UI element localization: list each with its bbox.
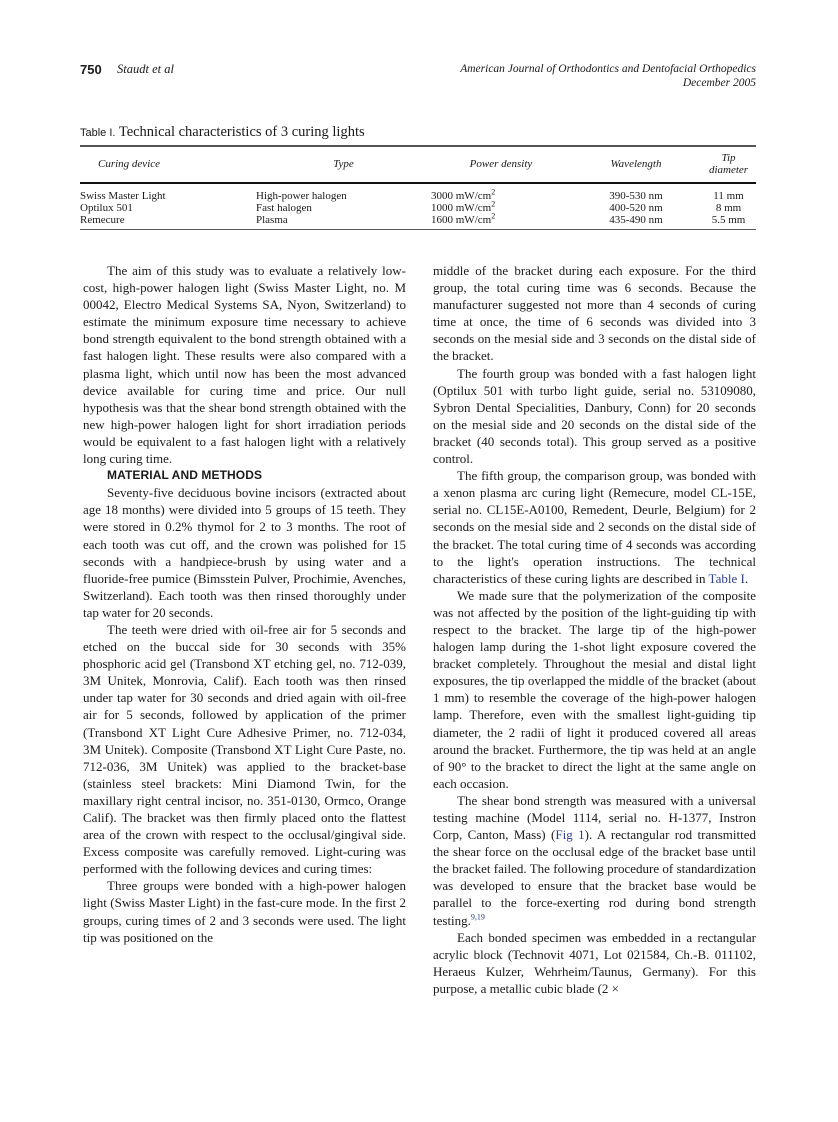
paragraph: The teeth were dried with oil-free air for 5 seconds and etched on the buccal side for 30 seconds with 35% phosphoric acid gel (Transbond XT etching gel, no. 712-039, 3M Unitek, Monrovia, Calif). Each tooth was then rinsed under tap water for 30 seconds and dried again with oil-free air for 5 seconds, followed by application of the primer (Transbond XT Light Cure Adhesive Primer, no. 712-034, 3M Unitek). Composite (Transbond XT Light Cure Paste, no. 712-036, 3M Unitek) was applied to the bracket-base (stainless steel brackets: Mini Diamond Twin, for the maxillary right central incisor, no. 351-0130, Ormco, Orange Calif). The bracket was then firmly placed onto the flattest area of the crown with respect to the occlusal/gingival side. Excess composite was carefully removed. Light-curing was performed with the following devices and curing times:: [83, 621, 406, 877]
cell-power: [431, 183, 571, 202]
reference-link[interactable]: 9,19: [470, 912, 485, 922]
power-exponent: 2: [491, 211, 496, 221]
paragraph: Seventy-five deciduous bovine incisors (extracted about age 18 months) were divided into 5 groups of 15 teeth. They were stored in 0.2% thymol for 2 to 3 months. The root of each tooth was cut off, and the crown was polished for 15 seconds with a handpiece-brush by using water and a fluoride-free pumice (Bimsstein Pulver, Prochimie, Avenches, Switzerland). Each tooth was then rinsed thoroughly under tap water for 20 seconds.: [83, 485, 406, 620]
paragraph: We made sure that the polymerization of the composite was not affected by the position of the light-guiding tip with respect to the bracket. The large tip of the high-power halogen lamp during the 1-shot light exposure covered the bracket completely. Throughout the mesial and distal light exposures, the tip overlapped the middle of the bracket (about 1 mm) to resemble the coverage of the high-power halogen lamp. Therefore, even with the smallest light-guiding tip diameter, the 2 radii of light it produced covered all areas around the bracket. Furthermore, the tip was held at an angle of 90° to the bracket to direct the light at the same angle on each occasion.: [433, 587, 756, 791]
running-header: [80, 62, 756, 96]
page-number: 750: [80, 62, 102, 77]
table-header-row: [80, 146, 756, 183]
left-column: [83, 262, 406, 946]
cell-tip: 5.5 mm: [711, 214, 746, 226]
table-label: Table I.: [80, 127, 116, 139]
power-value: 1000 mW/cm: [431, 202, 492, 214]
paragraph: The fourth group was bonded with a fast halogen light (Optilux 501 with turbo light guide, serial no. 53109080, Sybron Dental Specialities, Danbury, Conn) for 20 seconds on the mesial side and 20 seconds on the distal side of the bracket (40 seconds total). This group served as a positive control.: [433, 365, 756, 467]
cell-tip: 11 mm: [713, 190, 744, 202]
col-type: Type: [333, 158, 354, 170]
table-1: [80, 124, 756, 230]
col-tip-diameter: Tip diameter: [708, 152, 749, 176]
power-value: 1600 mW/cm: [431, 214, 492, 226]
col-power-density: Power density: [469, 158, 533, 170]
curing-lights-table: [80, 145, 756, 230]
journal-title: American Journal of Orthodontics and Dentofacial Orthopedics: [460, 63, 756, 75]
paragraph-text: ). A rectangular rod transmitted the shear force on the occlusal edge of the bracket base until the bracket failed. The following procedure of standardization was developed to ensure that the bracket base would be parallel to the force-exerting rod during bond strength testing.: [433, 827, 757, 928]
cell-device: Remecure: [80, 214, 125, 226]
table-caption: [80, 124, 756, 141]
right-column: [433, 262, 756, 997]
power-exponent: 2: [491, 187, 496, 197]
cell-wavelength: 435-490 nm: [609, 214, 663, 226]
table-row: [80, 183, 756, 202]
paragraph: Each bonded specimen was embedded in a rectangular acrylic block (Technovit 4071, Lot 021584, Ch.-B. 011102, Heraeus Kulzer, Wehrheim/Taunus, Germany). For this purpose, a metallic cubic blade (2 ×: [433, 929, 756, 996]
running-authors: Staudt et al: [117, 62, 174, 76]
paragraph: Three groups were bonded with a high-power halogen light (Swiss Master Light) in the fast-cure mode. In the first 2 groups, curing times of 2 and 3 seconds were used. The light tip was positioned on the: [83, 878, 406, 945]
power-exponent: 2: [491, 199, 496, 209]
table-row: [80, 214, 756, 230]
section-heading: MATERIAL AND METHODS: [107, 468, 263, 483]
cell-wavelength: 390-530 nm: [609, 190, 663, 202]
cell-type: Plasma: [256, 214, 288, 226]
table-row: [80, 202, 756, 214]
journal-info: [460, 62, 756, 90]
paragraph-text: .: [744, 570, 749, 586]
cell-wavelength: 400-520 nm: [609, 202, 663, 214]
paragraph-text: The fifth group, the comparison group, was bonded with a xenon plasma arc curing light (Remecure, model CL-15E, serial no. CL15E-A0100, Remedent, Deurle, Belgium) for 2 seconds on the mesial side and 2 seconds on the distal side of the bracket. The total curing time of 4 seconds was according to the light's operation instructions. The technical characteristics of these curing lights are described in: [433, 468, 756, 586]
cell-device: Optilux 501: [80, 202, 133, 214]
table-1-link[interactable]: Table I: [708, 570, 745, 586]
paragraph: [433, 467, 756, 587]
cell-tip: 8 mm: [715, 202, 742, 214]
figure-1-link[interactable]: Fig 1: [555, 827, 585, 843]
cell-power: [431, 211, 571, 230]
paragraph: [433, 792, 756, 929]
cell-type: High-power halogen: [256, 190, 347, 202]
col-curing-device: Curing device: [98, 158, 161, 170]
cell-device: Swiss Master Light: [80, 190, 166, 202]
power-value: 3000 mW/cm: [431, 190, 492, 202]
col-wavelength: Wavelength: [610, 158, 662, 170]
paragraph-text: The shear bond strength was measured with a universal testing machine (Model 1114, serial no. H-1377, Instron Corp, Canton, Mass) (: [433, 792, 756, 843]
table-title: Technical characteristics of 3 curing lights: [118, 124, 365, 140]
cell-type: Fast halogen: [256, 202, 312, 214]
cell-power: [431, 199, 571, 214]
paragraph: The aim of this study was to evaluate a relatively low-cost, high-power halogen light (Swiss Master Light, no. M 00042, Electro Medical Systems SA, Nyon, Switzerland) to estimate the minimum exposure time necessary to achieve bond strength equivalent to the bond strength obtained with a fast halogen light. These results were also compared with a plasma light, which until now has been the most advanced device available for curing time and price. Our null hypothesis was that the shear bond strength obtained with the new high-power halogen light for short irradiation periods would be equivalent to a fast halogen light with a relatively long curing time.: [83, 263, 406, 467]
journal-date: December 2005: [682, 77, 756, 89]
paragraph: middle of the bracket during each exposure. For the third group, the total curing time was 6 seconds. Because the manufacturer suggested not more than 4 seconds of curing time at once, the time of 6 seconds was divided into 3 seconds on the mesial side and 3 seconds on the distal side of the bracket.: [433, 263, 756, 364]
